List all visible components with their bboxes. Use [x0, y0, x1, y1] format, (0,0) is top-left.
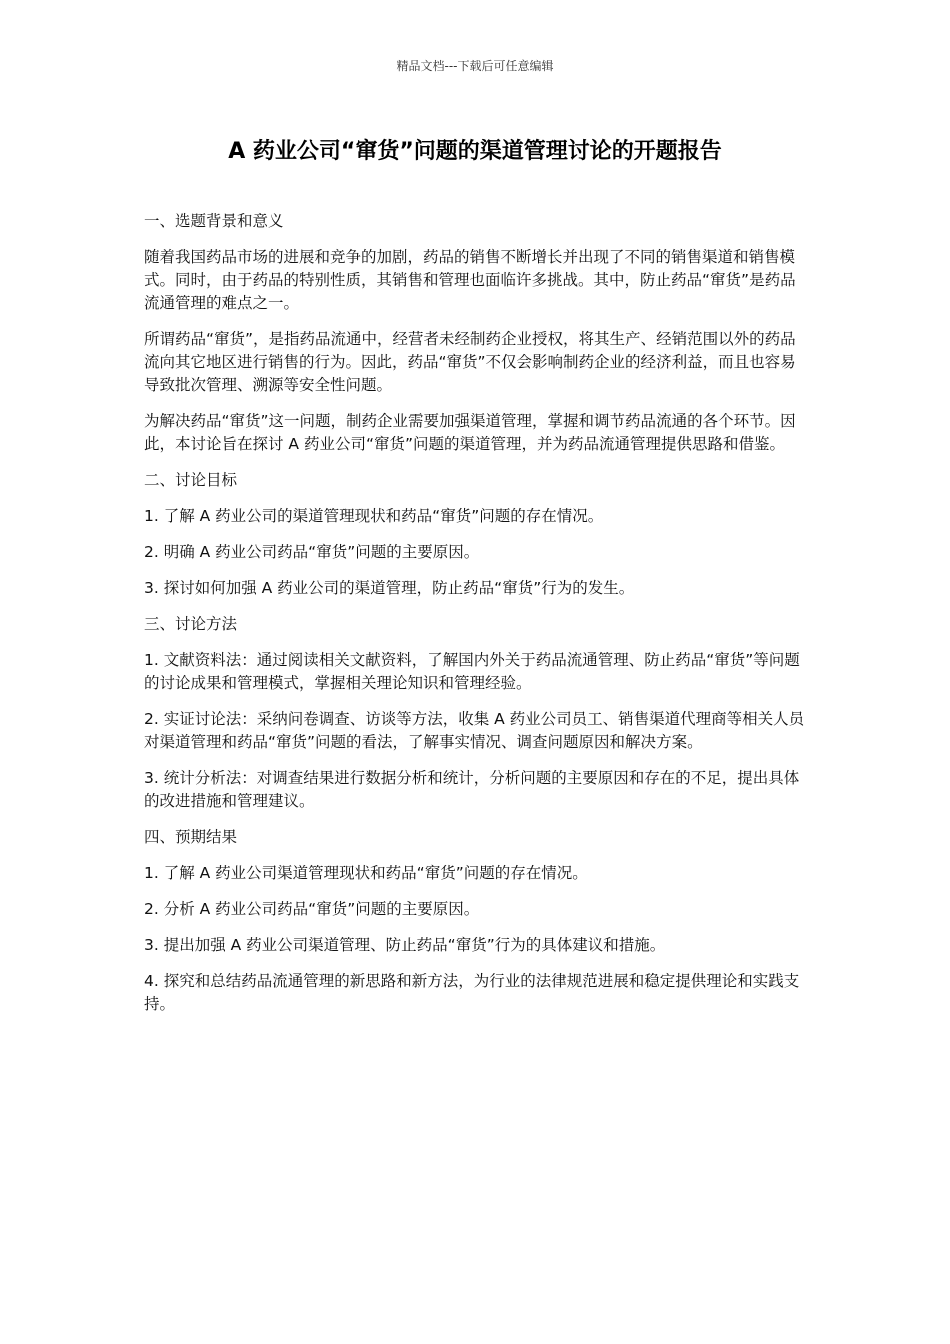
list-item: 1. 文献资料法：通过阅读相关文献资料，了解国内外关于药品流通管理、防止药品“窜货”等问题的讨论成果和管理模式，掌握相关理论知识和管理经验。: [144, 651, 800, 692]
section-heading-objectives: 二、讨论目标: [144, 471, 238, 489]
paragraph: 随着我国药品市场的进展和竞争的加剧，药品的销售不断增长并出现了不同的销售渠道和销售模式。同时，由于药品的特别性质，其销售和管理也面临许多挑战。其中，防止药品“窜货”是药品流通管理的难点之一。: [144, 248, 796, 312]
list-item: 2. 明确 A 药业公司药品“窜货”问题的主要原因。: [144, 543, 480, 561]
list-item: 3. 探讨如何加强 A 药业公司的渠道管理，防止药品“窜货”行为的发生。: [144, 579, 635, 597]
header-note: 精品文档---下载后可任意编辑: [396, 59, 554, 73]
paragraph: 所谓药品“窜货”，是指药品流通中，经营者未经制药企业授权，将其生产、经销范围以外的药品流向其它地区进行销售的行为。因此，药品“窜货”不仅会影响制药企业的经济利益，而且也容易导致批次管理、溯源等安全性问题。: [144, 330, 796, 394]
section-heading-methods: 三、讨论方法: [144, 615, 238, 633]
list-item: 4. 探究和总结药品流通管理的新思路和新方法，为行业的法律规范进展和稳定提供理论和实践支持。: [144, 972, 800, 1013]
document-body: [144, 210, 808, 1029]
list-item: 1. 了解 A 药业公司渠道管理现状和药品“窜货”问题的存在情况。: [144, 864, 588, 882]
section-heading-expected-results: 四、预期结果: [144, 828, 238, 846]
paragraph: 为解决药品“窜货”这一问题，制药企业需要加强渠道管理，掌握和调节药品流通的各个环节。因此，本讨论旨在探讨 A 药业公司“窜货”问题的渠道管理，并为药品流通管理提供思路和借鉴。: [144, 412, 796, 453]
list-item: 3. 统计分析法：对调查结果进行数据分析和统计，分析问题的主要原因和存在的不足，提出具体的改进措施和管理建议。: [144, 769, 800, 810]
list-item: 2. 分析 A 药业公司药品“窜货”问题的主要原因。: [144, 900, 480, 918]
list-item: 1. 了解 A 药业公司的渠道管理现状和药品“窜货”问题的存在情况。: [144, 507, 604, 525]
section-heading-background: 一、选题背景和意义: [144, 212, 284, 230]
list-item: 3. 提出加强 A 药业公司渠道管理、防止药品“窜货”行为的具体建议和措施。: [144, 936, 666, 954]
document-title: A 药业公司“窜货”问题的渠道管理讨论的开题报告: [228, 139, 722, 164]
list-item: 2. 实证讨论法：采纳问卷调查、访谈等方法，收集 A 药业公司员工、销售渠道代理商等相关人员对渠道管理和药品“窜货”问题的看法，了解事实情况、调查问题原因和解决方案。: [144, 710, 805, 751]
